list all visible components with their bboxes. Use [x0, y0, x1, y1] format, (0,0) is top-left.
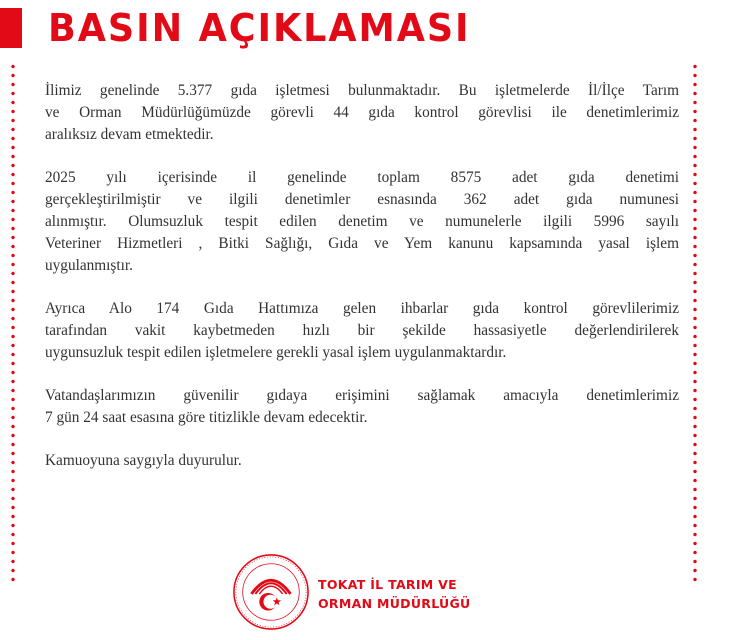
organization-line-2: ORMAN MÜDÜRLÜĞÜ — [318, 596, 471, 611]
footer — [232, 553, 492, 633]
text-line: Kamuoyuna saygıyla duyurulur. — [45, 452, 242, 469]
header-accent-bar — [0, 8, 22, 48]
text-line: ve Orman Müdürlüğümüzde görevli 44 gıda kontrol görevlisi ile denetimlerimiz — [45, 104, 679, 121]
press-release-body — [45, 80, 679, 493]
text-line: gerçekleştirilmiştir ve ilgili denetimler esnasında 362 adet gıda numunesi — [45, 191, 679, 208]
paragraph-1 — [45, 80, 679, 146]
text-line: İlimiz genelinde 5.377 gıda işletmesi bulunmaktadır. Bu işletmelerde İl/İlçe Tarım — [45, 82, 679, 99]
text-line: uygulanmıştır. — [45, 257, 133, 274]
right-dotted-border — [693, 62, 697, 582]
paragraph-5 — [45, 450, 679, 472]
ministry-seal-icon — [232, 553, 310, 631]
text-line: alınmıştır. Olumsuzluk tespit edilen denetim ve numunelerle ilgili 5996 sayılı — [45, 213, 679, 230]
organization-line-1: TOKAT İL TARIM VE — [318, 577, 457, 592]
text-line: Vatandaşlarımızın güvenilir gıdaya erişimini sağlamak amacıyla denetimlerimiz — [45, 387, 679, 404]
paragraph-2 — [45, 167, 679, 277]
left-dotted-border — [11, 62, 15, 582]
text-line: tarafından vakit kaybetmeden hızlı bir şekilde hassasiyetle değerlendirilerek — [45, 322, 679, 339]
page-title: BASIN AÇIKLAMASI — [48, 6, 471, 50]
paragraph-4 — [45, 385, 679, 429]
text-line: 7 gün 24 saat esasına göre titizlikle devam edecektir. — [45, 409, 368, 426]
text-line: 2025 yılı içerisinde il genelinde toplam 8575 adet gıda denetimi — [45, 169, 679, 186]
text-line: aralıksız devam etmektedir. — [45, 126, 214, 143]
organization-name — [318, 575, 471, 613]
paragraph-3 — [45, 298, 679, 364]
text-line: Ayrıca Alo 174 Gıda Hattımıza gelen ihbarlar gıda kontrol görevlilerimiz — [45, 300, 679, 317]
text-line: Veteriner Hizmetleri , Bitki Sağlığı, Gıda ve Yem kanunu kapsamında yasal işlem — [45, 235, 679, 252]
text-line: uygunsuzluk tespit edilen işletmelere gerekli yasal işlem uygulanmaktardır. — [45, 344, 507, 361]
